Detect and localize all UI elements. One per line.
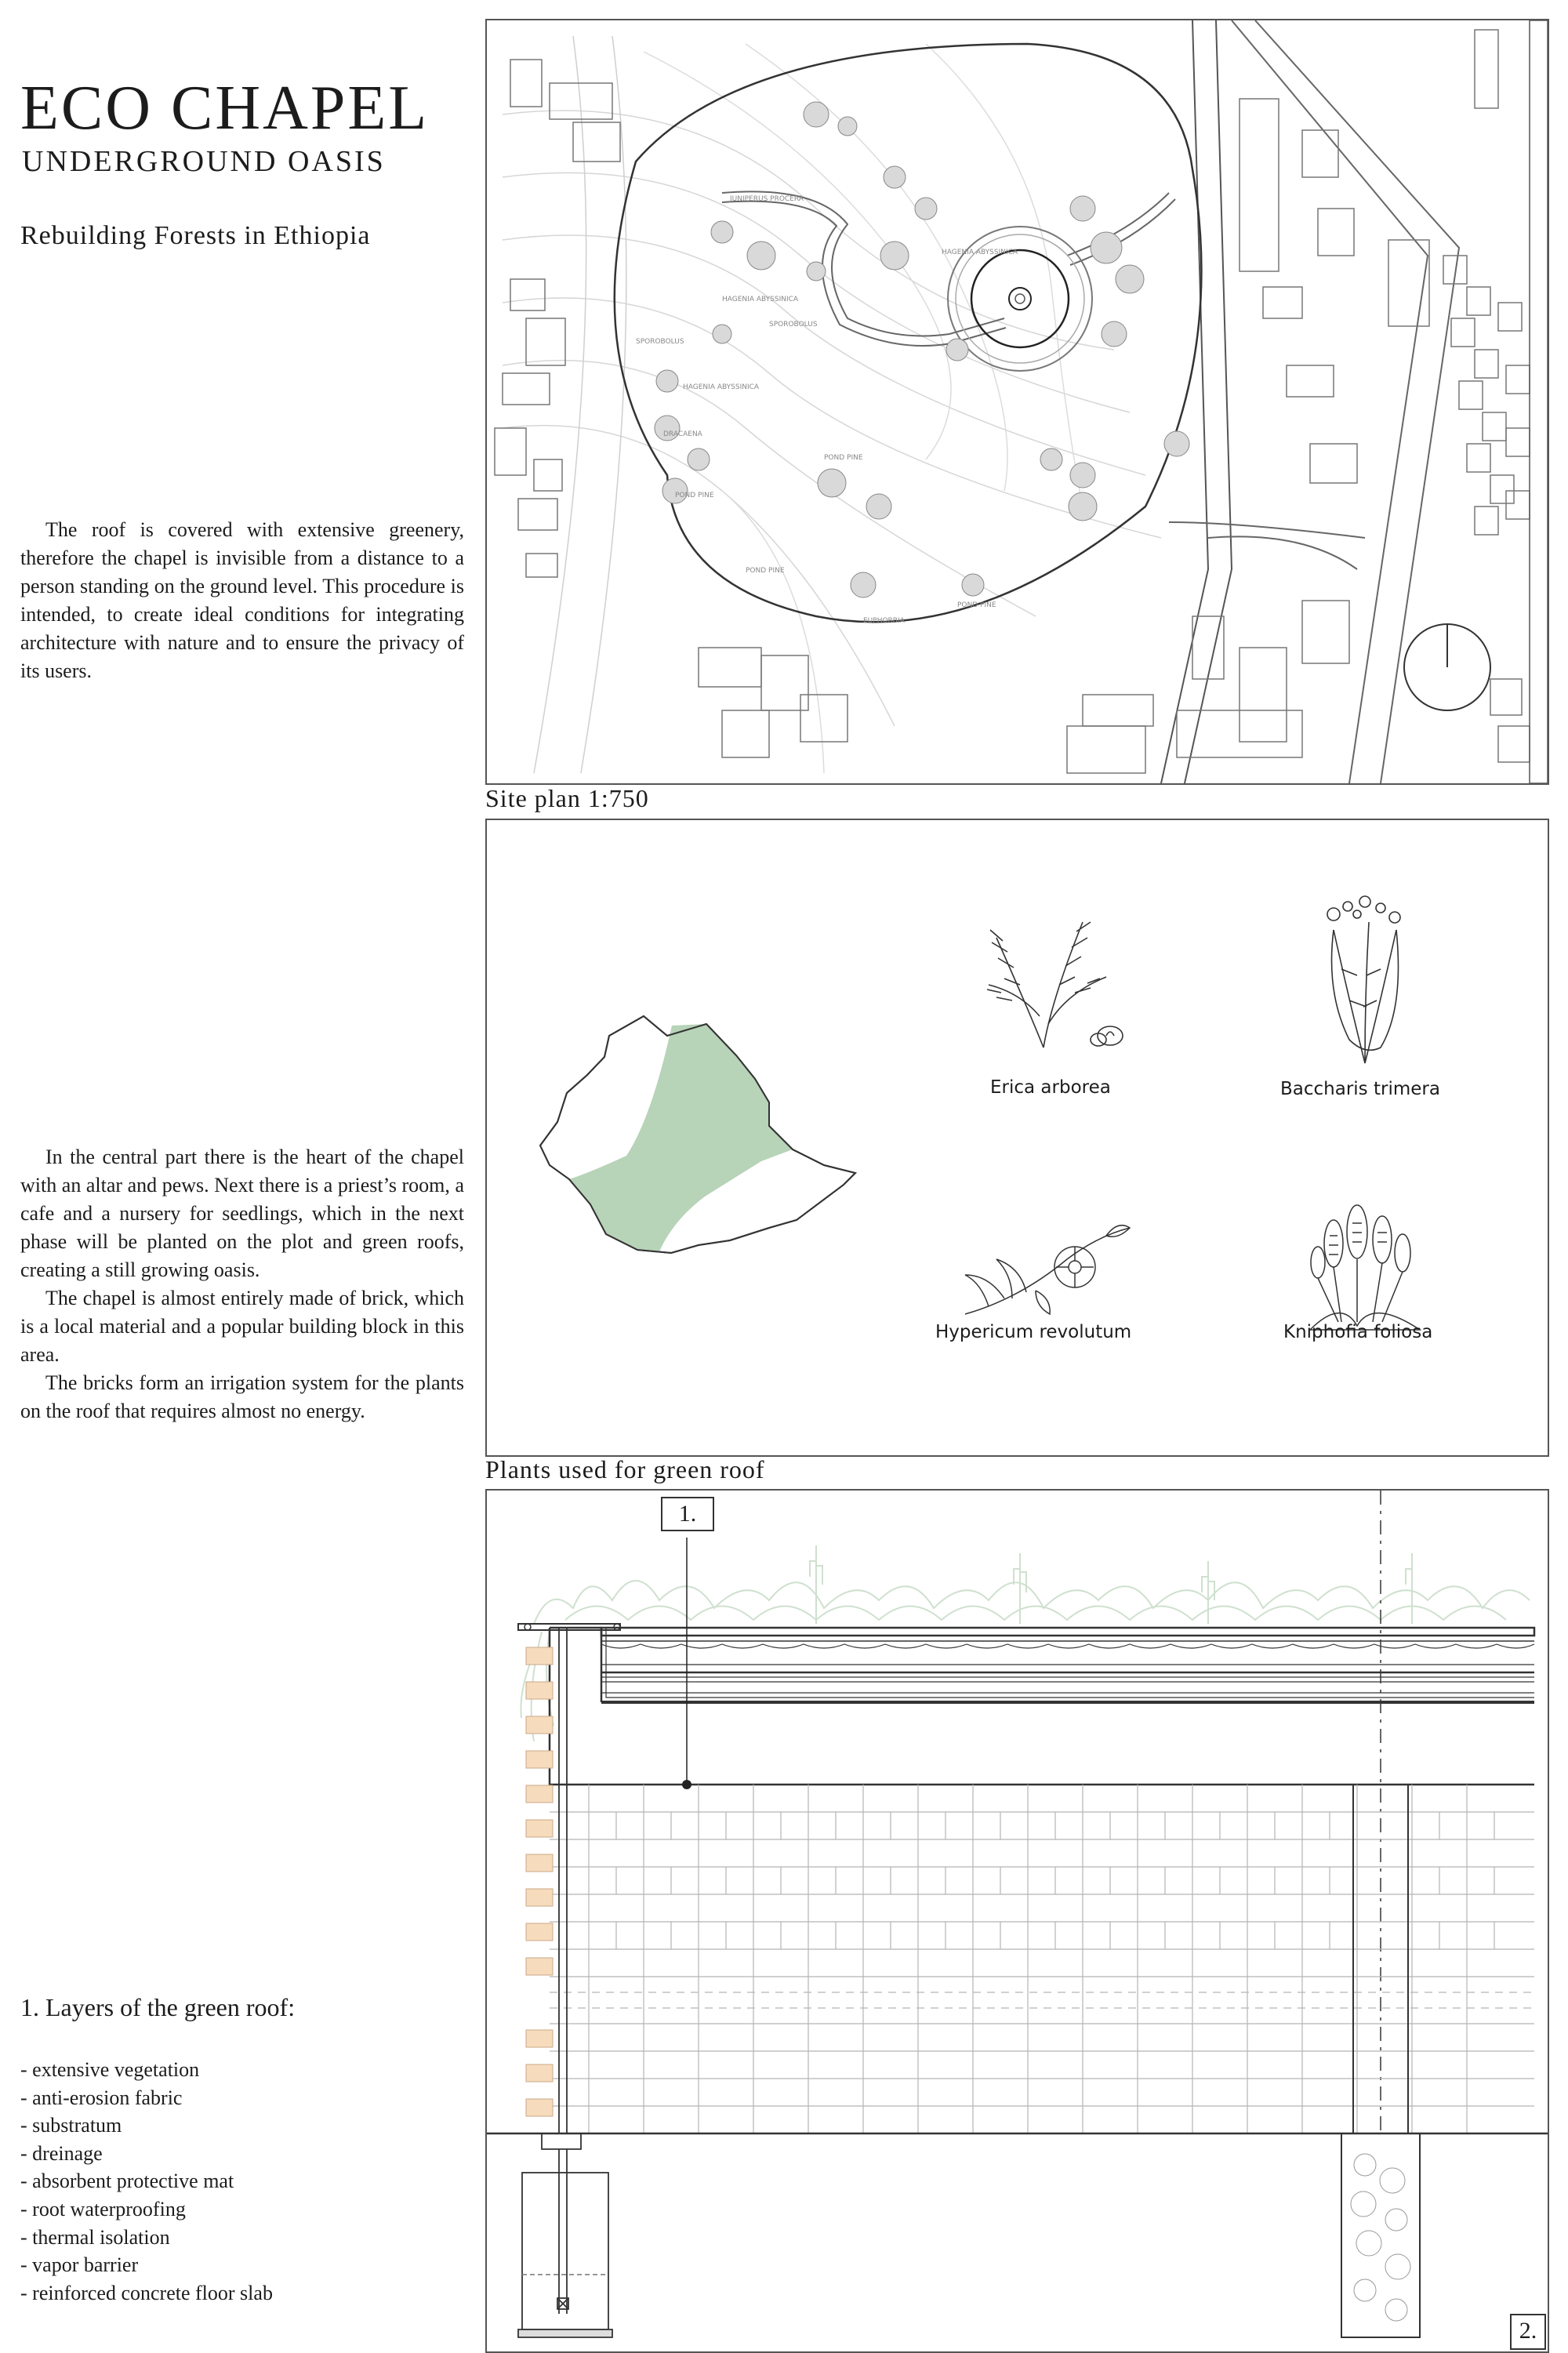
layer-item: - extensive vegetation (20, 2058, 200, 2081)
paragraph: In the central part there is the heart of the chapel with an altar and pews. Next there is a priest’s room, a cafe and a nursery for seedlings, which in the next phase will be planted on the plot and green roofs, creating a still growing oasis. (20, 1146, 464, 1281)
kniphofia-foliosa-illustration (1294, 1196, 1436, 1338)
tree-label: JUNIPERUS PROCERA (730, 195, 804, 203)
plant-name-hypericum: Hypericum revolutum (935, 1322, 1132, 1342)
layer-item: - root waterproofing (20, 2197, 186, 2220)
layer-item: - dreinage (20, 2141, 103, 2165)
tree-label: HAGENIA ABYSSINICA (942, 249, 1018, 256)
paragraph: The chapel is almost entirely made of brick, which is a local material and a popular building block in this area. (20, 1287, 464, 1366)
layer-item: - anti-erosion fabric (20, 2086, 183, 2109)
tree-label: POND PINE (824, 454, 863, 462)
layer-item: - absorbent protective mat (20, 2170, 234, 2193)
site-plan-caption: Site plan 1:750 (485, 784, 649, 812)
site-plan-labels (636, 195, 1018, 625)
description-roof (20, 516, 464, 685)
hypericum-revolutum-illustration (957, 1204, 1138, 1330)
layer-item: - vapor barrier (20, 2253, 139, 2277)
roof-section-panel (485, 1489, 1549, 2353)
layer-item: - reinforced concrete floor slab (20, 2281, 273, 2304)
baccharis-trimera-illustration (1302, 883, 1428, 1071)
paragraph: The bricks form an irrigation system for the plants on the roof that requires almost no energy. (20, 1371, 464, 1422)
tree-label: SPOROBOLUS (636, 338, 684, 346)
erica-arborea-illustration (973, 891, 1130, 1063)
layer-item: - thermal isolation (20, 2225, 170, 2249)
tree-label: POND PINE (746, 567, 785, 575)
tree-label: DRACAENA (663, 430, 702, 438)
facade-bricks (526, 1647, 553, 2116)
detail-marker: 1. (661, 1497, 714, 1531)
plants-panel (485, 819, 1549, 1457)
tree-label: POND PINE (957, 601, 996, 609)
plant-name-kniphofia: Kniphofia foliosa (1283, 1322, 1433, 1342)
layers-list (20, 2056, 273, 2307)
tree-label: EUPHORBIA (863, 617, 905, 625)
paragraph: The roof is covered with extensive greenery, therefore the chapel is invisible from a distance to a person standing on the ground level. This procedure is intended, to create ideal conditions for integrating architecture with nature and to ensure the privacy of its users. (20, 518, 464, 682)
site-plan-panel (485, 19, 1549, 785)
plant-name-baccharis: Baccharis trimera (1280, 1079, 1440, 1099)
description-chapel (20, 1143, 464, 1425)
tree-label: HAGENIA ABYSSINICA (722, 296, 799, 303)
page-title: ECO CHAPEL (20, 74, 430, 143)
page-subtitle: UNDERGROUND OASIS (22, 145, 386, 178)
site-plan-drawing (487, 20, 1548, 783)
tree-label: SPOROBOLUS (769, 321, 818, 329)
plants-caption: Plants used for green roof (485, 1455, 765, 1483)
sheet-number: 2. (1510, 2314, 1546, 2350)
ethiopia-map (534, 993, 863, 1275)
page-tagline: Rebuilding Forests in Ethiopia (20, 221, 371, 250)
roof-section-drawing (487, 1491, 1548, 2351)
layer-item: - substratum (20, 2114, 122, 2137)
tree-label: POND PINE (675, 492, 714, 499)
layers-title: 1. Layers of the green roof: (20, 1993, 296, 2021)
tree-label: HAGENIA ABYSSINICA (683, 383, 760, 391)
plant-name-erica: Erica arborea (990, 1077, 1111, 1098)
